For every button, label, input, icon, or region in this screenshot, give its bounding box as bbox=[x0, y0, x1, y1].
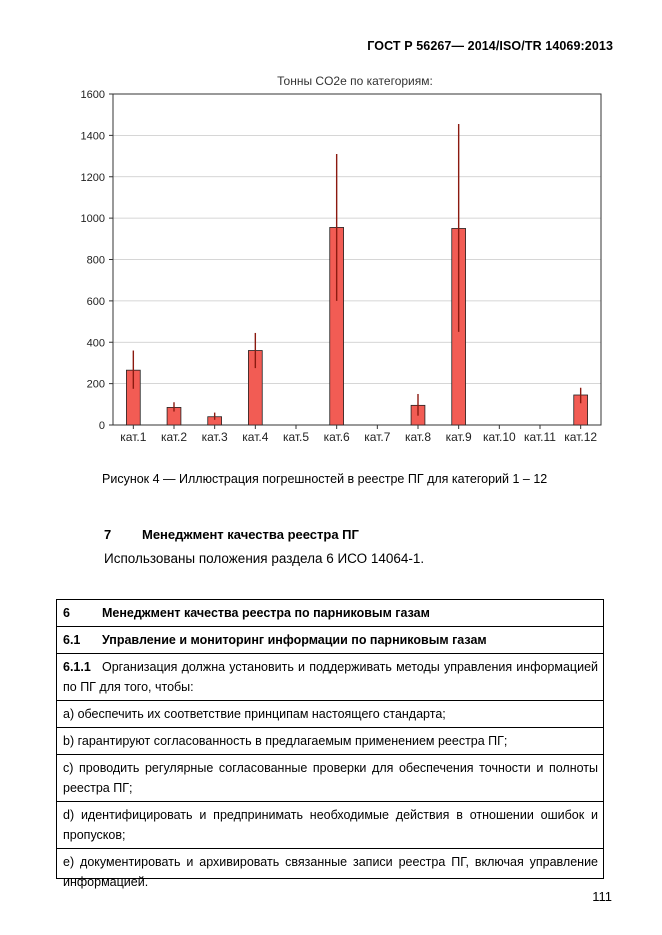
x-tick-label: кат.1 bbox=[120, 430, 147, 444]
y-tick-label: 1000 bbox=[80, 213, 105, 226]
y-tick-label: 1200 bbox=[80, 171, 105, 184]
y-tick-label: 400 bbox=[86, 337, 105, 350]
x-tick-label: кат.10 bbox=[482, 430, 516, 444]
box-item-e: e) документировать и архивировать связанные записи реестра ПГ, включая управление информацией. bbox=[57, 848, 603, 895]
y-tick-label: 200 bbox=[86, 378, 105, 391]
y-tick-label: 0 bbox=[98, 420, 105, 432]
section-7-heading bbox=[104, 527, 359, 542]
x-tick-label: кат.7 bbox=[364, 430, 391, 444]
box-row-6-1-1-text: Организация должна установить и поддерживать методы управления информацией по ПГ для того, чтобы: bbox=[63, 660, 598, 694]
box-row-6 bbox=[57, 600, 603, 626]
y-tick-label: 1400 bbox=[80, 130, 105, 143]
x-tick-label: кат.9 bbox=[445, 430, 472, 444]
quoted-standard-box bbox=[56, 599, 604, 889]
x-tick-label: кат.5 bbox=[282, 430, 310, 444]
x-tick-label: кат.12 bbox=[564, 430, 598, 444]
bar-chart bbox=[0, 0, 662, 460]
box-row-6-1-1-number: 6.1.1 bbox=[63, 660, 91, 674]
box-item-c: c) проводить регулярные согласованные проверки для обеспечения точности и полноты реестра ПГ; bbox=[57, 754, 603, 801]
chart-title: Тонны CO2е по категориям: bbox=[277, 74, 433, 88]
x-tick-label: кат.4 bbox=[242, 430, 269, 444]
section-7-number: 7 bbox=[104, 527, 112, 542]
page-number: 111 bbox=[592, 889, 612, 904]
x-tick-label: кат.3 bbox=[201, 430, 228, 444]
x-tick-label: кат.11 bbox=[524, 430, 556, 444]
box-item-a: a) обеспечить их соответствие принципам настоящего стандарта; bbox=[57, 700, 603, 727]
section-7-text: Использованы положения раздела 6 ИСО 14064-1. bbox=[104, 551, 425, 566]
box-row-6-1 bbox=[57, 626, 603, 653]
box-row-6-1-1 bbox=[57, 653, 603, 700]
y-tick-label: 600 bbox=[86, 295, 105, 308]
x-tick-label: кат.6 bbox=[323, 430, 350, 444]
box-row-6-1-number: 6.1 bbox=[63, 633, 81, 647]
figure-caption: Рисунок 4 — Иллюстрация погрешностей в реестре ПГ для категорий 1 – 12 bbox=[102, 472, 548, 486]
box-row-6-number: 6 bbox=[63, 606, 70, 620]
x-tick-label: кат.8 bbox=[404, 430, 432, 444]
y-tick-label: 800 bbox=[86, 254, 105, 267]
box-item-b: b) гарантируют согласованность в предлагаемым применением реестра ПГ; bbox=[57, 727, 603, 754]
y-tick-label: 1600 bbox=[80, 89, 105, 101]
document-header: ГОСТ Р 56267— 2014/ISO/TR 14069:2013 bbox=[367, 39, 613, 53]
x-tick-label: кат.2 bbox=[160, 430, 188, 444]
box-row-6-title: Менеджмент качества реестра по парниковым газам bbox=[102, 606, 430, 620]
section-7-title: Менеджмент качества реестра ПГ bbox=[142, 527, 359, 542]
box-item-d: d) идентифицировать и предпринимать необходимые действия в отношении ошибок и пропусков; bbox=[57, 801, 603, 848]
box-row-6-1-title: Управление и мониторинг информации по парниковым газам bbox=[102, 633, 487, 647]
